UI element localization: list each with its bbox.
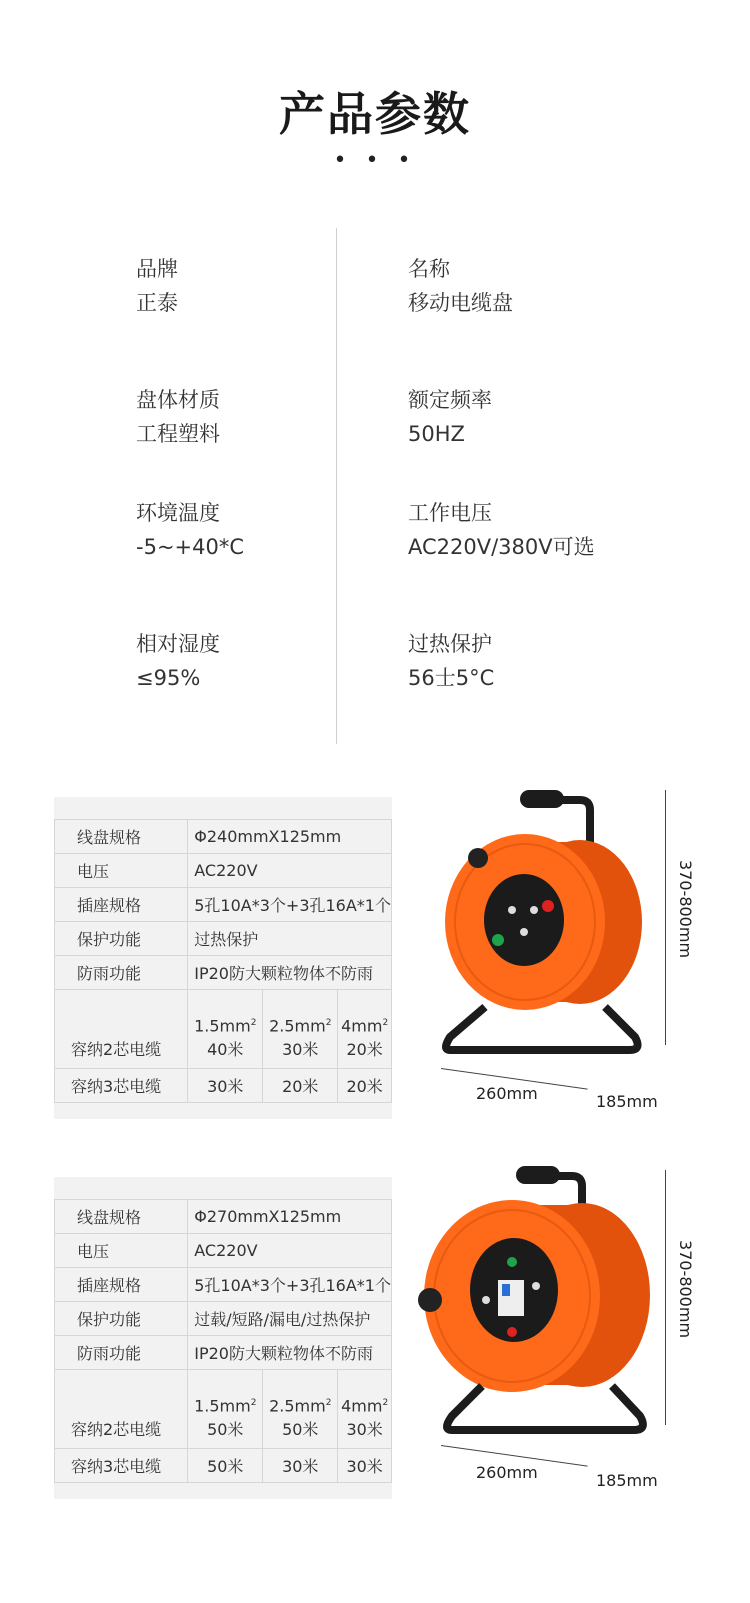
table-row [55,922,392,956]
spec-key: 电压 [55,854,188,888]
spec-key: 防雨功能 [55,1336,188,1370]
table-row [55,1336,392,1370]
param-name [408,252,513,320]
spec-table-2 [54,1177,392,1499]
capacity-label: 容纳3芯电缆 [55,1449,188,1483]
spec-key: 电压 [55,1234,188,1268]
param-value: 50HZ [408,422,465,446]
height-dimension: 370-800mm [676,860,695,959]
table-row [55,1200,392,1234]
capacity-row-3core [55,1069,392,1103]
param-voltage [408,496,595,564]
page-title: 产品参数 [279,87,471,141]
spec-key: 防雨功能 [55,956,188,990]
param-brand [136,252,178,320]
capacity-row-3core [55,1449,392,1483]
spec-key: 保护功能 [55,1302,188,1336]
spec-value: IP20防大颗粒物体不防雨 [188,1336,392,1370]
capacity-label: 容纳2芯电缆 [55,990,188,1069]
capacity-cell: 20米 [338,1069,392,1103]
depth-dimension: 185mm [596,1471,658,1490]
param-label: 名称 [408,257,450,281]
capacity-cell: $1.5mm^2$ 40米 [188,990,263,1069]
table-row [55,820,392,854]
param-label: 相对湿度 [136,632,220,656]
spec-value: 过热保护 [188,922,392,956]
capacity-cell: 20米 [263,1069,338,1103]
spec-key: 保护功能 [55,922,188,956]
spec-value: AC220V [188,1234,392,1268]
height-dimension-line [665,1170,666,1425]
spec-key: 插座规格 [55,1268,188,1302]
height-dimension: 370-800mm [676,1240,695,1339]
param-frequency [408,383,492,451]
spec-key: 插座规格 [55,888,188,922]
capacity-label: 容纳3芯电缆 [55,1069,188,1103]
table-row [55,888,392,922]
capacity-cell: $4mm^2$ 30米 [338,1370,392,1449]
capacity-cell: 30米 [188,1069,263,1103]
spec-value: Φ270mmX125mm [188,1200,392,1234]
spec-key: 线盘规格 [55,1200,188,1234]
table-row [55,1302,392,1336]
param-value: 56士5°C [408,666,495,690]
capacity-cell: $2.5mm^2$ 30米 [263,990,338,1069]
capacity-row-2core [55,990,392,1069]
width-dimension: 260mm [476,1084,538,1103]
spec-value: AC220V [188,854,392,888]
param-value: AC220V/380V可选 [408,535,595,559]
param-label: 过热保护 [408,632,492,656]
param-temperature [136,496,244,564]
param-label: 盘体材质 [136,388,220,412]
spec-value: 5孔10A*3个+3孔16A*1个 [188,1268,392,1302]
height-dimension-line [665,790,666,1045]
capacity-cell: $4mm^2$ 20米 [338,990,392,1069]
param-label: 品牌 [136,257,178,281]
param-value: -5~+40*C [136,535,245,559]
param-value: 工程塑料 [136,422,220,446]
param-label: 环境温度 [136,501,220,525]
param-humidity [136,627,220,695]
cable-reel-image-1 [430,782,670,1082]
table-row [55,1234,392,1268]
table-row [55,854,392,888]
param-value: 移动电缆盘 [408,291,513,315]
capacity-cell: 50米 [188,1449,263,1483]
param-label: 额定频率 [408,388,492,412]
param-label: 工作电压 [408,501,492,525]
capacity-row-2core [55,1370,392,1449]
spec-value: 5孔10A*3个+3孔16A*1个 [188,888,392,922]
capacity-cell: $2.5mm^2$ 50米 [263,1370,338,1449]
capacity-cell: $1.5mm^2$ 50米 [188,1370,263,1449]
title-dots: • • • [333,148,417,173]
param-value: ≤95% [136,666,201,690]
spec-value: 过载/短路/漏电/过热保护 [188,1302,392,1336]
spec-value: Φ240mmX125mm [188,820,392,854]
table-row [55,956,392,990]
cable-reel-image-2 [412,1160,662,1460]
capacity-cell: 30米 [338,1449,392,1483]
table-row [55,1268,392,1302]
spec-value: IP20防大颗粒物体不防雨 [188,956,392,990]
param-overheat [408,627,494,695]
column-divider [336,228,337,744]
depth-dimension: 185mm [596,1092,658,1111]
param-material [136,383,220,451]
spec-key: 线盘规格 [55,820,188,854]
capacity-label: 容纳2芯电缆 [55,1370,188,1449]
spec-table-1 [54,797,392,1119]
width-dimension: 260mm [476,1463,538,1482]
capacity-cell: 30米 [263,1449,338,1483]
param-value: 正泰 [136,291,178,315]
